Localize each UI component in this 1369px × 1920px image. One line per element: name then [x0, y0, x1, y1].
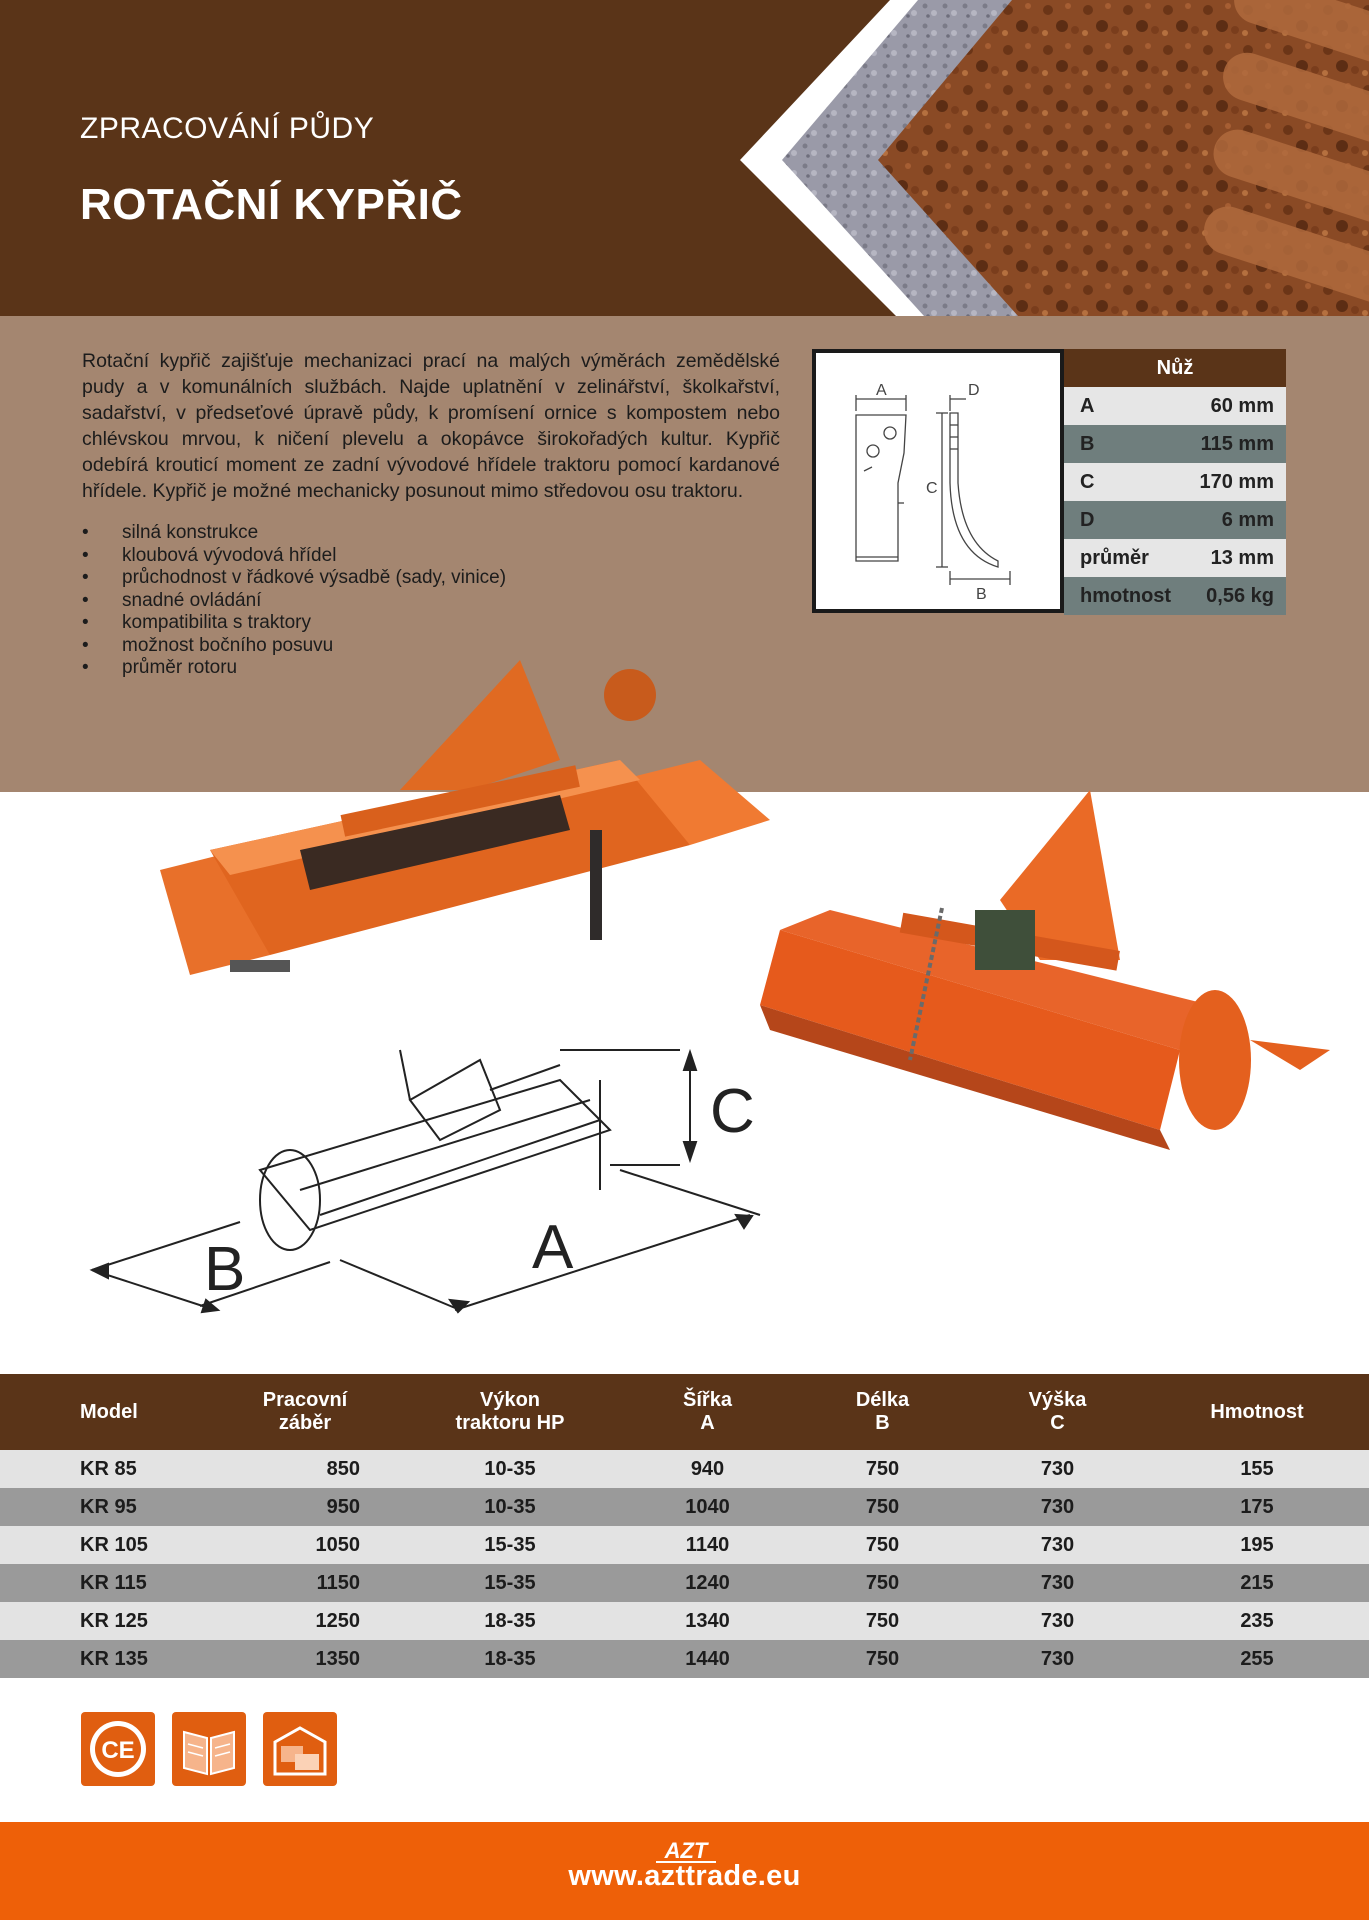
website-url[interactable]: www.azttrade.eu — [568, 1860, 801, 1892]
cell-zaber: 950 — [210, 1488, 400, 1526]
manual-book-icon — [172, 1712, 246, 1786]
col-sirka: Šířka A — [620, 1374, 795, 1450]
cell-delka: 750 — [795, 1526, 970, 1564]
cell-zaber: 1250 — [210, 1602, 400, 1640]
cell-hmotnost: 255 — [1145, 1640, 1369, 1678]
spec-row — [1064, 463, 1286, 501]
cell-model: KR 115 — [0, 1564, 210, 1602]
cell-hmotnost: 235 — [1145, 1602, 1369, 1640]
spec-value: 13 mm — [1183, 539, 1286, 577]
cell-hmotnost: 215 — [1145, 1564, 1369, 1602]
cell-vykon: 15-35 — [400, 1526, 620, 1564]
knife-dim-b: B — [976, 586, 987, 603]
cell-hmotnost: 175 — [1145, 1488, 1369, 1526]
cell-sirka: 1140 — [620, 1526, 795, 1564]
spec-label: B — [1064, 425, 1183, 463]
knife-spec-table — [1064, 349, 1286, 615]
table-row — [0, 1640, 1369, 1678]
cell-delka: 750 — [795, 1450, 970, 1488]
cell-hmotnost: 195 — [1145, 1526, 1369, 1564]
cell-vyska: 730 — [970, 1564, 1145, 1602]
knife-schematic — [816, 353, 1060, 609]
knife-table-title: Nůž — [1064, 349, 1286, 387]
col-delka: Délka B — [795, 1374, 970, 1450]
spec-row — [1064, 425, 1286, 463]
svg-text:CE: CE — [101, 1737, 135, 1764]
diagram-label-c: C — [710, 1077, 755, 1146]
knife-dim-c: C — [926, 480, 938, 497]
intro-paragraph: Rotační kypřič zajišťuje mechanizaci prací na malých výměrách zemědělské pudy a v komunálních službách. Najde uplatnění v zelinářství, školkařství, sadařství, v předseťové úpravě půdy, k promísení ornice s kompostem nebo chlévskou mrvou, k ničení plevelu a okopávce širokořadých kultur. Kypřič odebírá krouticí moment ze zadní vývodové hřídele traktoru pomocí kardanové hřídele. Kypřič je možné mechanicky posunout mimo středovou osu traktoru. — [82, 350, 780, 502]
cell-vyska: 730 — [970, 1450, 1145, 1488]
spec-label: D — [1064, 501, 1183, 539]
table-row — [0, 1526, 1369, 1564]
cell-model: KR 135 — [0, 1640, 210, 1678]
tiller-photo-front — [160, 660, 770, 975]
knife-drawing — [812, 349, 1064, 613]
col-model: Model — [0, 1374, 210, 1450]
knife-dim-a: A — [876, 382, 887, 399]
cell-vyska: 730 — [970, 1526, 1145, 1564]
spec-row — [1064, 577, 1286, 615]
cell-model: KR 85 — [0, 1450, 210, 1488]
spec-label: hmotnost — [1064, 577, 1183, 615]
category-label: ZPRACOVÁNÍ PŮDY — [80, 112, 375, 145]
spec-row — [1064, 539, 1286, 577]
header-banner — [0, 0, 1369, 316]
tiller-photo-rear — [760, 790, 1330, 1150]
cell-vyska: 730 — [970, 1488, 1145, 1526]
cell-delka: 750 — [795, 1488, 970, 1526]
table-header-row — [0, 1374, 1369, 1450]
soil-photo — [0, 0, 1369, 316]
feature-item: • kompatibilita s traktory — [82, 612, 506, 635]
cell-delka: 750 — [795, 1602, 970, 1640]
cell-vykon: 10-35 — [400, 1450, 620, 1488]
col-vykon: Výkon traktoru HP — [400, 1374, 620, 1450]
cell-vykon: 18-35 — [400, 1602, 620, 1640]
spec-label: průměr — [1064, 539, 1183, 577]
table-row — [0, 1450, 1369, 1488]
diagram-label-b: B — [204, 1235, 246, 1304]
feature-item: • možnost bočního posuvu — [82, 635, 506, 658]
feature-item: • průměr rotoru — [82, 657, 506, 680]
cell-sirka: 940 — [620, 1450, 795, 1488]
svg-text:AZT: AZT — [664, 1838, 708, 1863]
spec-value: 6 mm — [1183, 501, 1286, 539]
cell-model: KR 125 — [0, 1602, 210, 1640]
feature-item: • kloubová vývodová hřídel — [82, 545, 506, 568]
cell-vykon: 10-35 — [400, 1488, 620, 1526]
cell-sirka: 1240 — [620, 1564, 795, 1602]
spec-value: 115 mm — [1183, 425, 1286, 463]
cell-vykon: 18-35 — [400, 1640, 620, 1678]
ce-mark-icon — [81, 1712, 155, 1786]
spec-value: 170 mm — [1183, 463, 1286, 501]
cell-zaber: 1050 — [210, 1526, 400, 1564]
spec-value: 60 mm — [1183, 387, 1286, 425]
cell-vyska: 730 — [970, 1602, 1145, 1640]
cell-delka: 750 — [795, 1640, 970, 1678]
spec-row — [1064, 501, 1286, 539]
feature-item: • silná konstrukce — [82, 522, 506, 545]
col-zaber: Pracovní záběr — [210, 1374, 400, 1450]
spec-label: C — [1064, 463, 1183, 501]
feature-item: • snadné ovládání — [82, 590, 506, 613]
table-row — [0, 1602, 1369, 1640]
cell-model: KR 95 — [0, 1488, 210, 1526]
cell-vyska: 730 — [970, 1640, 1145, 1678]
models-table — [0, 1374, 1369, 1678]
cell-zaber: 850 — [210, 1450, 400, 1488]
diagram-label-a: A — [532, 1213, 574, 1282]
cell-zaber: 1150 — [210, 1564, 400, 1602]
cell-sirka: 1040 — [620, 1488, 795, 1526]
col-vyska: Výška C — [970, 1374, 1145, 1450]
knife-dim-d: D — [968, 382, 980, 399]
spec-label: A — [1064, 387, 1183, 425]
spec-value: 0,56 kg — [1183, 577, 1286, 615]
cell-sirka: 1440 — [620, 1640, 795, 1678]
cell-vykon: 15-35 — [400, 1564, 620, 1602]
feature-item: • průchodnost v řádkové výsadbě (sady, vinice) — [82, 567, 506, 590]
table-row — [0, 1564, 1369, 1602]
table-row — [0, 1488, 1369, 1526]
cell-zaber: 1350 — [210, 1640, 400, 1678]
page-title: ROTAČNÍ KYPŘIČ — [80, 180, 463, 229]
cell-sirka: 1340 — [620, 1602, 795, 1640]
package-icon — [263, 1712, 337, 1786]
cell-delka: 750 — [795, 1564, 970, 1602]
cell-hmotnost: 155 — [1145, 1450, 1369, 1488]
col-hmotnost: Hmotnost — [1145, 1374, 1369, 1450]
product-illustrations — [0, 630, 1369, 1320]
dimension-diagram — [92, 1050, 760, 1312]
spec-row — [1064, 387, 1286, 425]
cell-model: KR 105 — [0, 1526, 210, 1564]
